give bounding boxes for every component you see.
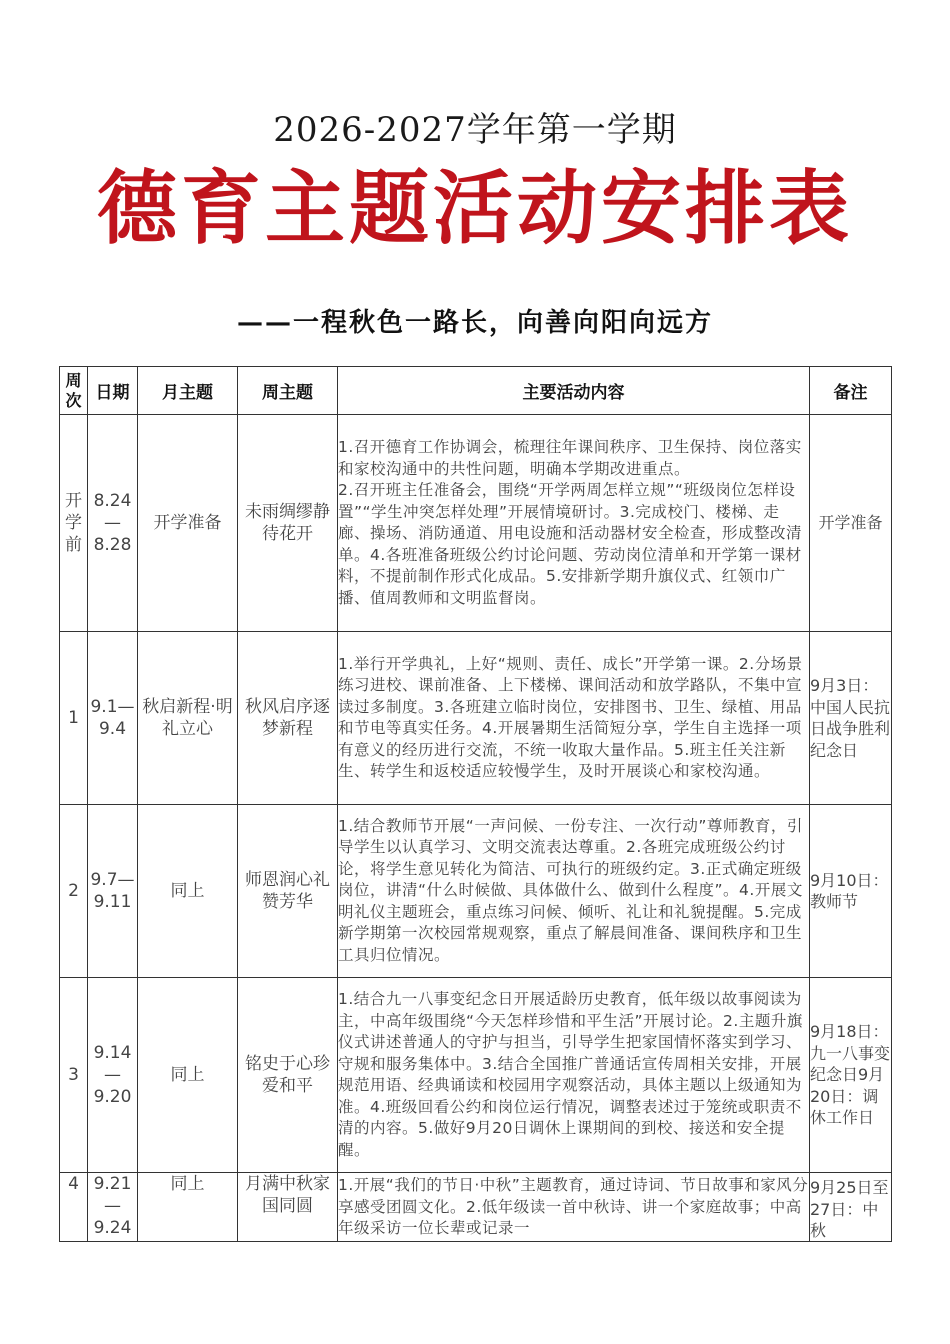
cell-content: 1.召开德育工作协调会，梳理往年课间秩序、卫生保持、岗位落实和家校沟通中的共性问题，明确本学期改进重点。 2.召开班主任准备会，围绕“开学两周怎样立规”“班级岗位怎样设置”“学生冲突怎样处理”开展情境研讨。3.完成校门、楼梯、走廊、操场、消防通道、用电设施和活动器材安全检查，形成整改清单。4.各班准备班级公约讨论问题、劳动岗位清单和开学第一课材料，不提前制作形式化成品。5.安排新学期升旗仪式、红领巾广播、值周教师和文明监督岗。 xyxy=(338,415,810,632)
term-subtitle: 2026-2027学年第一学期 xyxy=(273,110,677,150)
table-row xyxy=(60,415,892,632)
header-week: 周次 xyxy=(60,367,88,415)
cell-note-text: 9月25日至27日：中秋 xyxy=(810,1178,889,1240)
header-date: 日期 xyxy=(88,367,138,415)
cell-week-theme: 秋风启序逐梦新程 xyxy=(238,632,338,805)
cell-content: 1.结合教师节开展“一声问候、一份专注、一次行动”尊师教育，引导学生以认真学习、文明交流表达尊重。2.各班完成班级公约讨论，将学生意见转化为简洁、可执行的班级约定。3.正式确定班级岗位，讲清“什么时候做、具体做什么、做到什么程度”。4.开展文明礼仪主题班会，重点练习问候、倾听、礼让和礼貌提醒。5.完成新学期第一次校园常规观察，重点了解晨间准备、课间秩序和卫生工具归位情况。 xyxy=(338,805,810,978)
cell-note: 9月18日：九一八事变纪念日9月20日：调休工作日 xyxy=(810,978,892,1173)
cell-week-theme: 师恩润心礼赞芳华 xyxy=(238,805,338,978)
cell-week: 4 xyxy=(60,1173,88,1242)
cell-date: 9.21—9.24 xyxy=(88,1173,138,1242)
header-week-theme: 周主题 xyxy=(238,367,338,415)
table-row xyxy=(60,1173,892,1242)
cell-note: 开学准备 xyxy=(810,415,892,632)
cell-note xyxy=(810,1173,892,1242)
cell-month-theme: 同上 xyxy=(138,978,238,1173)
cell-note: 9月10日：教师节 xyxy=(810,805,892,978)
cell-week: 2 xyxy=(60,805,88,978)
table-row xyxy=(60,978,892,1173)
header-content: 主要活动内容 xyxy=(338,367,810,415)
cell-content: 1.举行开学典礼，上好“规则、责任、成长”开学第一课。2.分场景练习进校、课前准备、上下楼梯、课间活动和放学路队，不集中宣读过多制度。3.各班建立临时岗位，安排图书、卫生、绿植、用品和节电等真实任务。4.开展暑期生活简短分享，学生自主选择一项有意义的经历进行交流，不统一收取大量作品。5.班主任关注新生、转学生和返校适应较慢学生，及时开展谈心和家校沟通。 xyxy=(338,632,810,805)
page-title: 德育主题活动安排表 xyxy=(97,161,853,255)
cell-date: 8.24—8.28 xyxy=(88,415,138,632)
header-note: 备注 xyxy=(810,367,892,415)
table-header-row xyxy=(60,367,892,415)
cell-content-text: 1.开展“我们的节日·中秋”主题教育，通过诗词、节日故事和家风分享感受团圆文化。2.低年级读一首中秋诗、讲一个家庭故事；中高年级采访一位长辈或记录一 xyxy=(338,1176,809,1237)
cell-week: 1 xyxy=(60,632,88,805)
cell-month-theme: 开学准备 xyxy=(138,415,238,632)
cell-content: 1.结合九一八事变纪念日开展适龄历史教育，低年级以故事阅读为主，中高年级围绕“今天怎样珍惜和平生活”开展讨论。2.主题升旗仪式讲述普通人的守护与担当，引导学生把家国情怀落实到学习、守规和服务集体中。3.结合全国推广普通话宣传周相关安排，开展规范用语、经典诵读和校园用字观察活动，具体主题以上级通知为准。4.班级回看公约和岗位运行情况，调整表述过于笼统或职责不清的内容。5.做好9月20日调休上课期间的到校、接送和安全提醒。 xyxy=(338,978,810,1173)
cell-date: 9.14—9.20 xyxy=(88,978,138,1173)
cell-week-theme: 月满中秋家国同圆 xyxy=(238,1173,338,1242)
table-row xyxy=(60,632,892,805)
cell-month-theme: 同上 xyxy=(138,805,238,978)
cell-content xyxy=(338,1173,810,1242)
cell-note: 9月3日：中国人民抗日战争胜利纪念日 xyxy=(810,632,892,805)
slogan: ——一程秋色一路长，向善向阳向远方 xyxy=(236,308,713,338)
cell-week-theme: 铭史于心珍爱和平 xyxy=(238,978,338,1173)
cell-month-theme: 同上 xyxy=(138,1173,238,1242)
cell-week-theme: 未雨绸缪静待花开 xyxy=(238,415,338,632)
cell-week: 开学前 xyxy=(60,415,88,632)
cell-month-theme: 秋启新程·明礼立心 xyxy=(138,632,238,805)
cell-date: 9.1—9.4 xyxy=(88,632,138,805)
table-row xyxy=(60,805,892,978)
header-month-theme: 月主题 xyxy=(138,367,238,415)
schedule-table xyxy=(59,366,892,1242)
cell-week: 3 xyxy=(60,978,88,1173)
cell-date: 9.7—9.11 xyxy=(88,805,138,978)
